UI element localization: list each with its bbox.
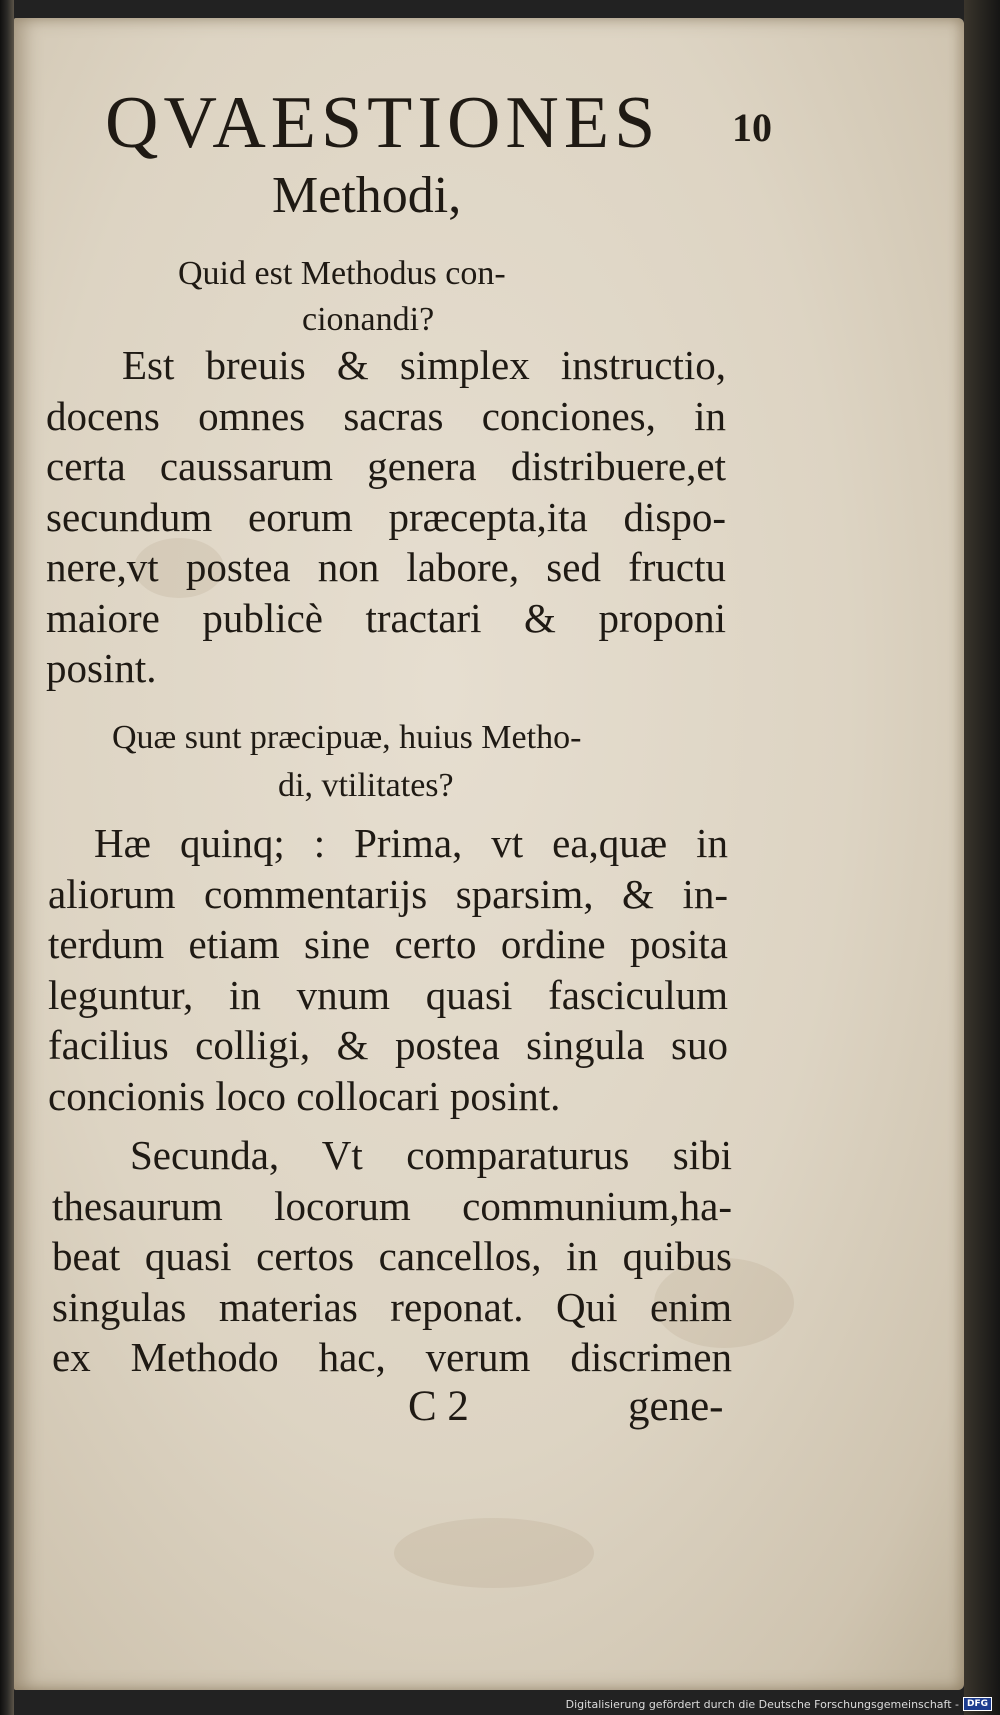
- answer-3-line: beat quasi certos cancellos, in quibus: [52, 1233, 732, 1279]
- answer-2-line: Hæ quinq; : Prima, vt ea,quæ in: [94, 820, 728, 866]
- answer-1-line: secundum eorum præcepta,ita dispo-: [46, 493, 726, 540]
- answer-1-line: maiore publicè tractari & proponi: [46, 594, 726, 641]
- subheading-text: Methodi,: [272, 167, 462, 224]
- catchword: gene-: [628, 1383, 724, 1430]
- question-1-line-2: cionandi?: [302, 301, 435, 338]
- answer-2-line: leguntur, in vnum quasi fasciculum: [48, 971, 728, 1018]
- question-2-line-2: di, vtilitates?: [278, 767, 454, 804]
- answer-2-line: aliorum commentarijs sparsim, & in-: [48, 870, 728, 917]
- footer-text: Digitalisierung gefördert durch die Deutsche Forschungsgemeinschaft -: [565, 1697, 959, 1711]
- answer-1-line: docens omnes sacras conciones, in: [46, 392, 726, 439]
- answer-1-line: certa caussarum genera distribuere,et: [46, 443, 726, 489]
- answer-2-line: facilius colligi, & postea singula suo: [48, 1022, 728, 1068]
- answer-3: [52, 1130, 732, 1383]
- answer-3-line: thesaurum locorum communium,ha-: [52, 1182, 732, 1229]
- answer-1: [46, 340, 726, 694]
- signature-mark: C 2: [408, 1383, 469, 1430]
- answer-2: [48, 818, 728, 1121]
- digitization-footer: [566, 1695, 992, 1713]
- folio-number: 10: [732, 105, 772, 150]
- answer-3-line: Secunda, Vt comparaturus sibi: [130, 1132, 732, 1178]
- answer-1-line: Est breuis & simplex instructio,: [122, 342, 726, 388]
- question-2-line-1: Quæ sunt præcipuæ, huius Metho-: [112, 719, 582, 756]
- answer-1-line: posint.: [46, 645, 157, 691]
- answer-3-line: ex Methodo hac, verum discrimen: [52, 1334, 732, 1380]
- dfg-logo: DFG: [963, 1697, 992, 1711]
- page-heading: QVAESTIONES: [105, 82, 661, 164]
- question-1-line-1: Quid est Methodus con-: [178, 255, 506, 292]
- answer-2-line: concionis loco collocari posint.: [48, 1072, 561, 1119]
- answer-3-line: singulas materias reponat. Qui enim: [52, 1283, 732, 1330]
- answer-1-line: nere,vt postea non labore, sed fructu: [46, 544, 726, 590]
- answer-2-line: terdum etiam sine certo ordine posita: [48, 921, 728, 967]
